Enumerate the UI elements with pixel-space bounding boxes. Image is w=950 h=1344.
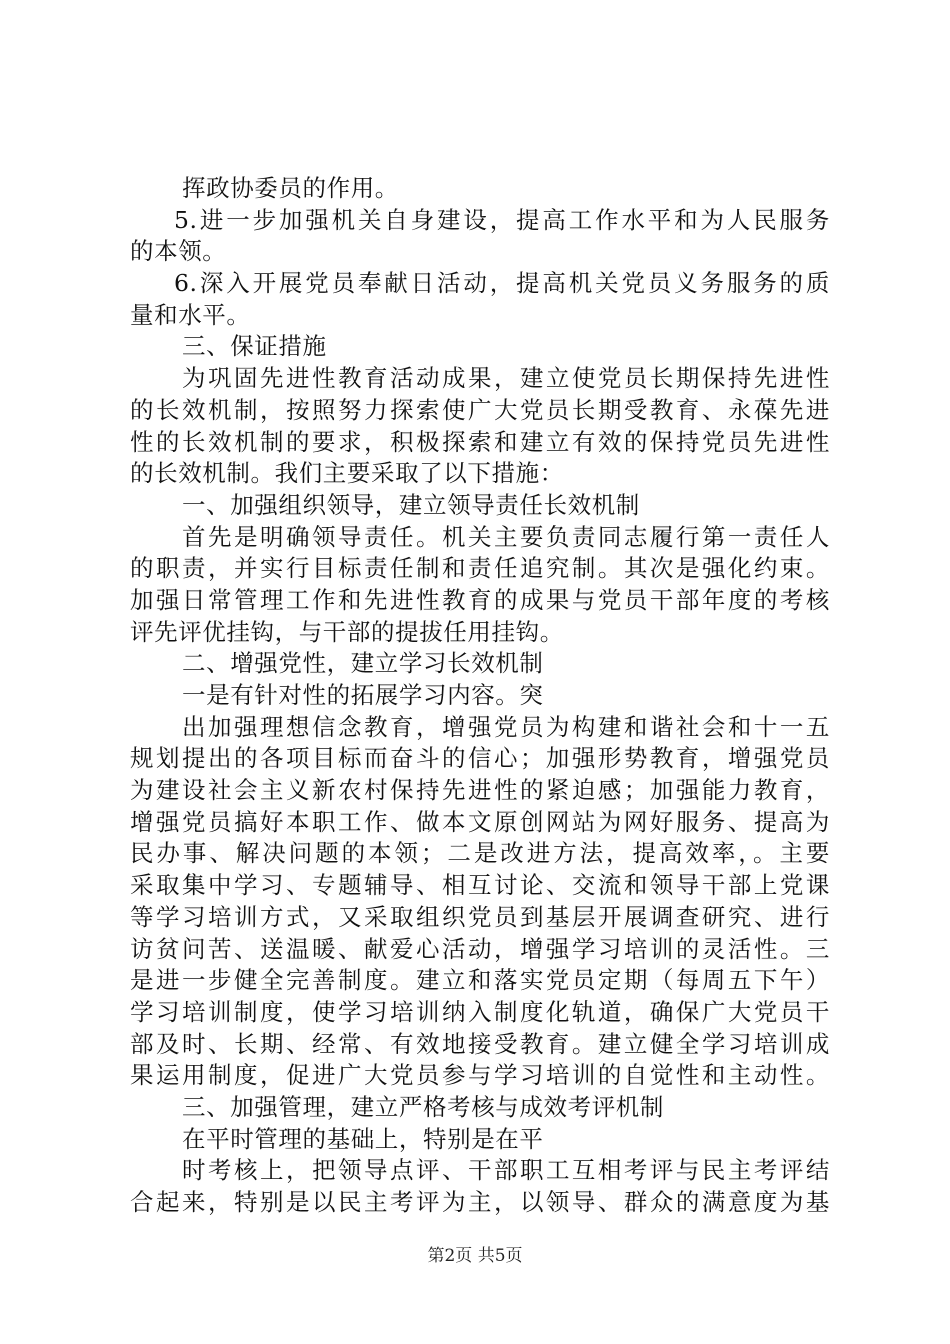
text-line: 出加强理想信念教育，增强党员为构建和谐社会和十一五 [182, 712, 830, 741]
text-line: 二、增强党性，建立学习长效机制 [182, 649, 544, 678]
text-line: 首先是明确领导责任。机关主要负责同志履行第一责任人 [182, 522, 830, 551]
text-line: 三、保证措施 [182, 332, 327, 361]
text-line: 5.进一步加强机关自身建设，提高工作水平和为人民服务 [174, 205, 830, 234]
text-line: 访贫问苦、送温暖、献爱心活动，增强学习培训的灵活性。三 [130, 934, 830, 963]
text-line: 部及时、长期、经常、有效地接受教育。建立健全学习培训成 [130, 1029, 830, 1058]
text-line: 挥政协委员的作用。 [182, 174, 399, 202]
text-line: 为建设社会主义新农村保持先进性的紧迫感；加强能力教育， [130, 776, 830, 805]
text-line: 民办事、解决问题的本领；二是改进方法，提高效率，。主要 [130, 839, 830, 868]
text-line: 的长效机制，按照努力探索使广大党员长期受教育、永葆先进 [130, 395, 830, 424]
document-body [130, 173, 830, 1219]
text-line: 等学习培训方式，又采取组织党员到基层开展调查研究、进行 [130, 902, 830, 931]
text-line: 规划提出的各项目标而奋斗的信心；加强形势教育，增强党员 [130, 744, 830, 773]
text-line: 一是有针对性的拓展学习内容。突 [182, 681, 544, 709]
text-line: 的长效机制。我们主要采取了以下措施： [130, 459, 564, 488]
text-line: 在平时管理的基础上，特别是在平 [182, 1124, 544, 1153]
text-line: 为巩固先进性教育活动成果，建立使党员长期保持先进性 [182, 364, 830, 393]
text-line: 三、加强管理，建立严格考核与成效考评机制 [182, 1092, 664, 1121]
text-line: 增强党员搞好本职工作、做本文原创网站为网好服务、提高为 [130, 807, 830, 836]
text-line: 一、加强组织领导，建立领导责任长效机制 [182, 490, 640, 519]
text-line: 性的长效机制的要求，积极探索和建立有效的保持党员先进性 [130, 427, 830, 456]
text-line: 的职责，并实行目标责任制和责任追究制。其次是强化约束。 [130, 554, 830, 583]
text-line: 学习培训制度，使学习培训纳入制度化轨道，确保广大党员干 [130, 997, 830, 1026]
text-line: 时考核上，把领导点评、干部职工互相考评与民主考评结 [182, 1156, 830, 1185]
text-line: 果运用制度，促进广大党员参与学习培训的自觉性和主动性。 [130, 1061, 830, 1090]
text-line: 采取集中学习、专题辅导、相互讨论、交流和领导干部上党课 [130, 871, 830, 900]
text-line: 评先评优挂钩，与干部的提拔任用挂钩。 [130, 617, 564, 646]
text-line: 6.深入开展党员奉献日活动，提高机关党员义务服务的质 [174, 269, 830, 298]
text-line: 量和水平。 [130, 300, 251, 329]
text-line: 加强日常管理工作和先进性教育的成果与党员干部年度的考核 [130, 585, 830, 614]
text-line: 是进一步健全完善制度。建立和落实党员定期（每周五下午） [130, 966, 830, 995]
text-line: 的本领。 [130, 237, 227, 266]
page-footer: 第2页 共5页 [427, 1246, 523, 1266]
text-line: 合起来，特别是以民主考评为主，以领导、群众的满意度为基 [130, 1188, 830, 1216]
